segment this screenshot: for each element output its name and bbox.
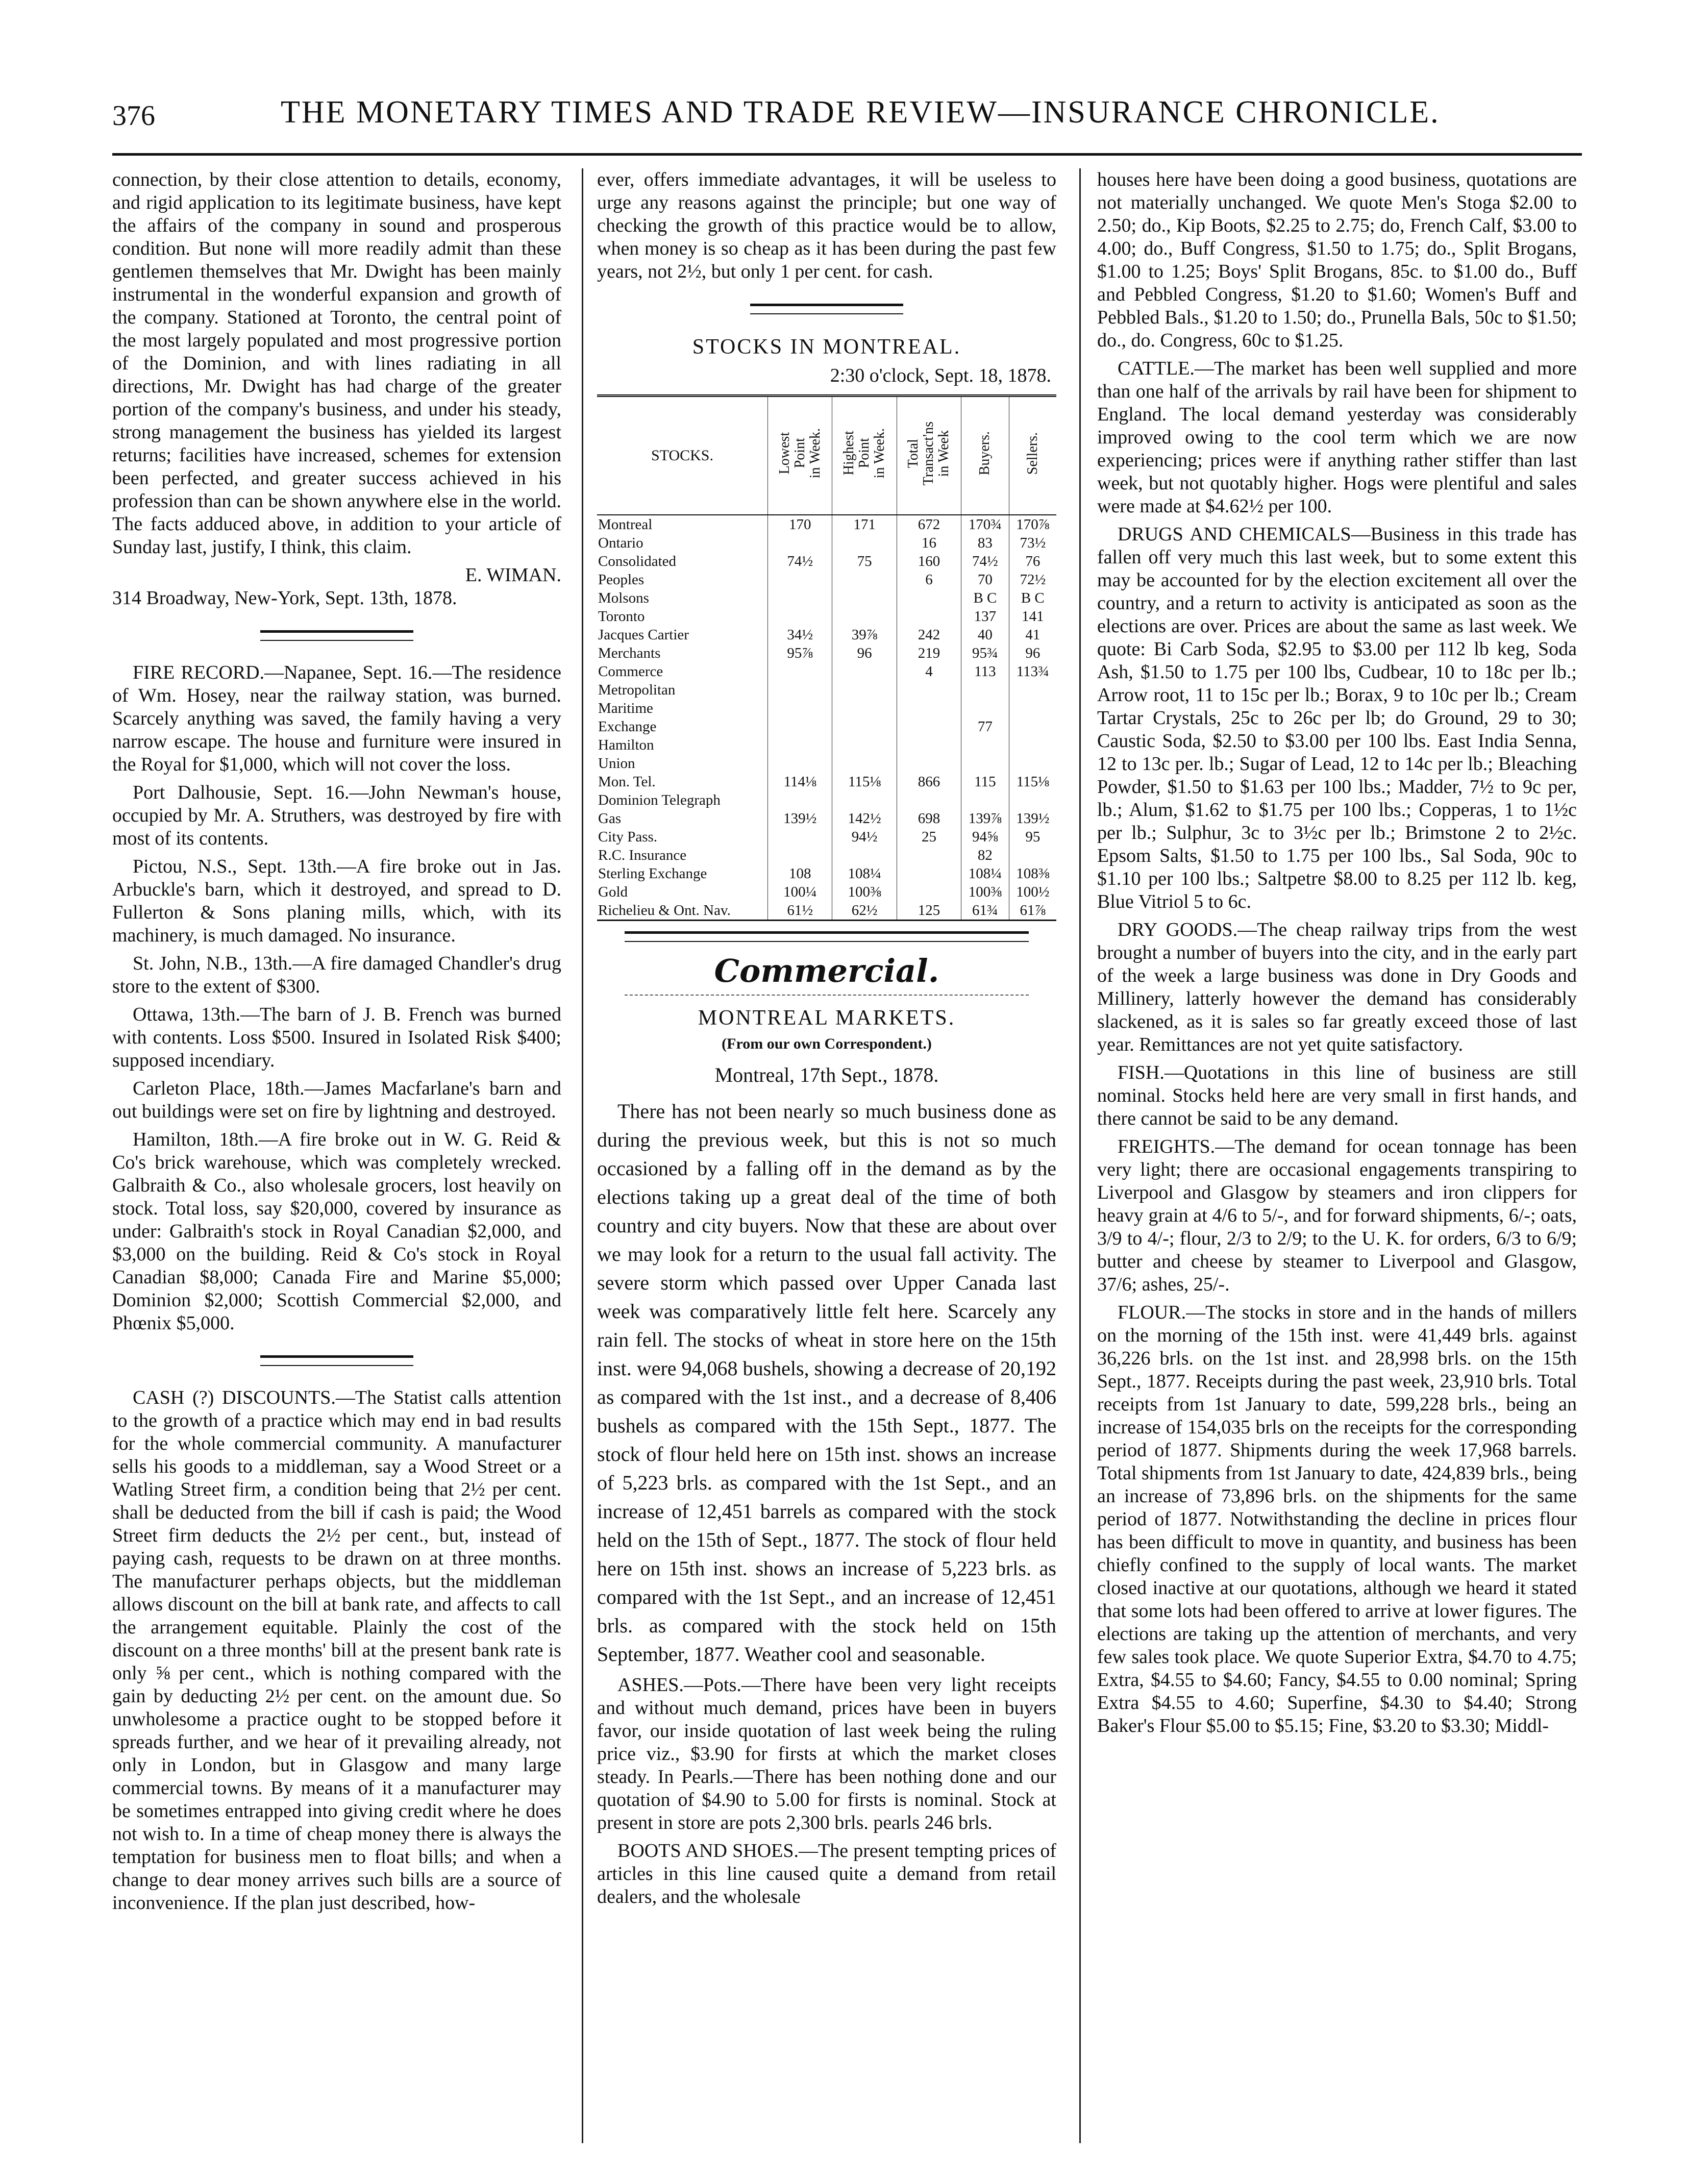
stock-value-cell	[832, 589, 897, 607]
stock-name-cell: Sterling Exchange	[598, 865, 707, 882]
stock-value-cell: 866	[897, 773, 961, 791]
ashes-paragraph: ASHES.—Pots.—There have been very light receipts and without much demand, prices have been in buyers favor, our inside quotation of last week being the ruling price viz., $3.90 for firsts at which the market closes steady. In Pearls.—There has been nothing done and our quotation of $4.90 to 5.00 for firsts is nominal. Stock at present in store are pots 2,300 brls. pearls 246 brls.	[597, 1674, 1056, 1833]
wavy-rule	[625, 995, 1029, 996]
cattle-heading: CATTLE.	[1118, 358, 1195, 379]
stock-value-cell	[897, 589, 961, 607]
stock-value-cell: 76	[1009, 552, 1056, 570]
letter-address: 314 Broadway, New-York, Sept. 13th, 1878.	[112, 587, 457, 609]
stock-value-cell	[768, 607, 832, 626]
cash-discounts-heading: CASH (?) DISCOUNTS.	[133, 1387, 336, 1408]
cash-discounts-paragraph: CASH (?) DISCOUNTS.—The Statist calls attention to the growth of a practice which may end in bad results for the whole commercial community. A manufacturer sells his goods to a middleman, say a Wood Street or a Watling Street firm, a condition being that 2½ per cent. shall be deducted from the bill if cash is paid; the Wood Street firm deducts the 2½ per cent., but, instead of paying cash, requests to be drawn on at three months. The manufacturer perhaps objects, but the middleman allows discount on the bill at bank rate, and affects to call the arrangement equitable. Plainly the cost of the discount on a three months' bill at the present bank rate is only ⅝ per cent., which is nothing compared with the gain by deducting 2½ per cent. on the amount due. So unwholesome a practice ought to be stopped before it spreads further, and we hear of it prevailing already, not only in London, but in Glasgow and many large commercial towns. By means of it a manufacturer may be sometimes entrapped into giving credit where he does not wish to. In a time of cheap money there is always the temptation for business men to float bills; and when a change to dear money arrives such bills are a source of inconvenience. If the plan just described, how-	[112, 1387, 561, 1914]
table-row	[597, 883, 1056, 901]
stock-value-cell	[897, 883, 961, 901]
col-header-highest: Highest Point in Week.	[832, 396, 897, 515]
stock-value-cell	[961, 754, 1009, 773]
stock-value-cell: 95	[1009, 828, 1056, 846]
stock-value-cell: 114⅛	[768, 773, 832, 791]
col-header-total: Total Transact'ns in Week	[897, 396, 961, 515]
table-row	[597, 589, 1056, 607]
stock-value-cell	[768, 846, 832, 864]
section-separator	[625, 931, 1029, 942]
table-row	[597, 662, 1056, 681]
stock-value-cell: 61⅞	[1009, 901, 1056, 921]
stock-value-cell	[961, 681, 1009, 699]
markets-title: MONTREAL MARKETS.	[698, 1006, 956, 1030]
stock-value-cell: 100⅜	[832, 883, 897, 901]
stock-value-cell	[768, 754, 832, 773]
stock-value-cell: 698	[897, 809, 961, 828]
boots-heading: BOOTS AND SHOES.	[617, 1840, 799, 1862]
stocks-header-row	[597, 396, 1056, 515]
stock-value-cell: 115⅛	[832, 773, 897, 791]
stock-value-cell: 171	[832, 515, 897, 534]
stock-value-cell: 139⅞	[961, 809, 1009, 828]
stock-name-cell: Montreal	[598, 516, 653, 533]
stock-value-cell	[768, 791, 832, 809]
stock-name-cell: Richelieu & Ont. Nav.	[598, 902, 731, 919]
fire-item: St. John, N.B., 13th.—A fire damaged Chandler's drug store to the extent of $300.	[112, 953, 561, 997]
stock-value-cell: 39⅞	[832, 626, 897, 644]
boots-paragraph: BOOTS AND SHOES.—The present tempting prices of articles in this line caused quite a demand from retail dealers, and the wholesale	[597, 1840, 1056, 1907]
stock-value-cell: 142½	[832, 809, 897, 828]
stock-value-cell: 139½	[768, 809, 832, 828]
stock-value-cell: 125	[897, 901, 961, 921]
drugs-paragraph: DRUGS AND CHEMICALS—Business in this trade has fallen off very much this last week, but to some extent this may be accounted for by the election excitement all over the country, and a return to activity is anticipated as soon as the elections are over. Prices are about the same as last week. We quote: Bi Carb Soda, $2.95 to $3.00 per 112 lb keg, Soda Ash, $1.50 to 1.75 per 100 lbs, Cudbear, 10 to 18c per lb.; Arrow root, 11 to 15c per lb.; Borax, 9 to 10c per lb.; Cream Tartar Crystals, 25c to 26c per lb; do Ground, 29 to 30; Caustic Soda, $2.50 to $3.00 per 100 lbs. East India Senna, 12 to 13c per. lb.; Sugar of Lead, 12 to 14c per lb.; Bleaching Powder, $1.50 to $1.63 per 100 lbs.; Madder, 7½ to 9c per, lb.; Alum, $1.62 to $1.75 per 100 lbs.; Copperas, 1 to 1½c per lb.; Sulphur, 3c to 3½c per lb.; Brimstone 2 to 2½c. Epsom Salts, $1.50 to 1.75 per 100 lbs., Sal Soda, 90c to $1.10 per 100 lbs.; Saltpetre $8.00 to 8.25 per 112 lb. keg, Blue Vitriol 5 to 6c.	[1097, 524, 1577, 912]
fire-item: Ottawa, 13th.—The barn of J. B. French was burned with contents. Loss $500. Insured in Isolated Risk $400; supposed incendiary.	[112, 1004, 561, 1071]
stock-value-cell: 34½	[768, 626, 832, 644]
fire-record-paragraph: FIRE RECORD.—Napanee, Sept. 16.—The residence of Wm. Hosey, near the railway station, was burned. Scarcely anything was saved, the family having a very narrow escape. The house and furniture were insured in the Royal for $1,000, which will not cover the loss.	[112, 662, 561, 775]
stock-name-cell: Dominion Telegraph	[598, 792, 721, 808]
section-separator	[750, 304, 903, 314]
stocks-title: STOCKS IN MONTREAL.	[692, 335, 961, 359]
stock-value-cell	[768, 681, 832, 699]
stock-value-cell	[768, 534, 832, 552]
stock-value-cell	[832, 736, 897, 754]
stock-name-cell: R.C. Insurance	[598, 847, 687, 863]
stock-name-cell: Gas	[598, 810, 622, 827]
stock-value-cell: 242	[897, 626, 961, 644]
stock-value-cell: 95¾	[961, 644, 1009, 662]
stock-value-cell	[832, 699, 897, 717]
stock-value-cell: 139½	[1009, 809, 1056, 828]
stock-name-cell: City Pass.	[598, 829, 658, 845]
table-row	[597, 717, 1056, 736]
stock-value-cell: 95⅞	[768, 644, 832, 662]
fire-item: Port Dalhousie, Sept. 16.—John Newman's house, occupied by Mr. A. Struthers, was destroyed by fire with most of its contents.	[112, 782, 561, 849]
stock-name-cell: Ontario	[598, 535, 643, 551]
table-row	[597, 791, 1056, 809]
section-separator	[260, 630, 413, 641]
stock-value-cell	[768, 828, 832, 846]
stock-value-cell: 96	[1009, 644, 1056, 662]
stock-name-cell: Merchants	[598, 645, 661, 661]
stock-value-cell: 61¾	[961, 901, 1009, 921]
stock-name-cell: Union	[598, 755, 635, 772]
page-number: 376	[112, 100, 155, 132]
col-header-sellers: Sellers.	[1009, 396, 1056, 515]
stock-value-cell	[832, 846, 897, 864]
commercial-heading: Commercial.	[714, 952, 939, 989]
stock-value-cell	[897, 846, 961, 864]
stock-value-cell	[768, 717, 832, 736]
freights-paragraph: FREIGHTS.—The demand for ocean tonnage has been very light; there are occasional engagements transpiring to Liverpool and Glasgow by steamers and iron clippers for heavy grain at 4/6 to 5/-, and for forward shipments, 6/-; oats, 3/9 to 4/-; flour, 2/3 to 2/9; to the U. K. for orders, 6/3 to 6/9; butter and cheese by steamer to Liverpool and Glasgow, 37/6; ashes, 25/-.	[1097, 1136, 1577, 1295]
stock-name-cell: Peoples	[598, 572, 645, 588]
fire-item: Carleton Place, 18th.—James Macfarlane's barn and out buildings were set on fire by lightning and destroyed.	[112, 1078, 561, 1122]
stock-value-cell: 219	[897, 644, 961, 662]
table-row	[597, 534, 1056, 552]
stock-value-cell: 115	[961, 773, 1009, 791]
stock-name-cell: Consolidated	[598, 553, 677, 569]
stock-value-cell: 170	[768, 515, 832, 534]
stock-value-cell	[1009, 699, 1056, 717]
page-header	[112, 89, 1582, 145]
stock-value-cell: 100¼	[768, 883, 832, 901]
stock-value-cell: 16	[897, 534, 961, 552]
table-row	[597, 736, 1056, 754]
stock-value-cell	[832, 717, 897, 736]
fire-item: Hamilton, 18th.—A fire broke out in W. G. Reid & Co's brick warehouse, which was completely wrecked. Galbraith & Co., also wholesale grocers, lost heavily on stock. Total loss, say $20,000, covered by insurance as under: Galbraith's stock in Royal Canadian $2,000, and $3,000 on the building. Reid & Co's stock in Royal Canadian $8,000; Canada Fire and Marine $5,000; Dominion $2,000; Scottish Commercial $2,000, and Phœnix $5,000.	[112, 1129, 561, 1334]
stock-value-cell: 74½	[768, 552, 832, 570]
stock-value-cell: 96	[832, 644, 897, 662]
stock-value-cell	[768, 736, 832, 754]
boots-continued: houses here have been doing a good business, quotations are not materially unchanged. We quote Men's Stoga $2.00 to 2.50; do., Kip Boots, $2.25 to 2.75; do, French Calf, $3.00 to 4.00; do., Buff Congress, $1.50 to 1.75; do., Split Brogans, $1.00 to 1.25; Boys' Split Brogans, 85c. to $1.00 do., Buff and Pebbled Congress, $1.20 to $1.60; Women's Buff and Pebbled Bals., $1.20 to 1.50; do., Prunella Bals, 50c to $1.50; do., do. Congress, 60c to $1.25.	[1097, 169, 1577, 351]
stock-value-cell	[832, 607, 897, 626]
stock-value-cell	[897, 791, 961, 809]
col-header-stocks: STOCKS.	[597, 396, 768, 515]
stock-value-cell: 113	[961, 662, 1009, 681]
stock-value-cell: 170⅞	[1009, 515, 1056, 534]
table-row	[597, 552, 1056, 570]
stock-value-cell	[897, 736, 961, 754]
table-row	[597, 570, 1056, 589]
stock-value-cell: 40	[961, 626, 1009, 644]
table-row	[597, 626, 1056, 644]
stocks-table-body	[597, 515, 1056, 921]
stock-value-cell	[1009, 846, 1056, 864]
table-row	[597, 864, 1056, 883]
section-separator	[260, 1355, 413, 1366]
stock-value-cell: 170¾	[961, 515, 1009, 534]
stock-name-cell: Metropolitan	[598, 682, 676, 698]
stock-value-cell: 108¼	[961, 864, 1009, 883]
stock-value-cell: 108	[768, 864, 832, 883]
markets-date: Montreal, 17th Sept., 1878.	[714, 1063, 939, 1086]
stock-name-cell: Hamilton	[598, 737, 654, 753]
column-middle	[597, 168, 1056, 1914]
stock-value-cell: 25	[897, 828, 961, 846]
stock-value-cell	[1009, 754, 1056, 773]
stock-value-cell	[897, 864, 961, 883]
stock-name-cell: Maritime	[598, 700, 653, 716]
stock-value-cell	[768, 699, 832, 717]
stock-value-cell: 82	[961, 846, 1009, 864]
stock-value-cell	[1009, 681, 1056, 699]
cattle-paragraph: CATTLE.—The market has been well supplied and more than one half of the arrivals by rail have been for shipment to England. The local demand yesterday was considerably improved owing to the cool term which we are now experiencing; prices were if anything rather stiffer than last week, but not quotably higher. Hogs were plentiful and sales were made at $4.62½ per 100.	[1097, 358, 1577, 517]
letter-signature: E. WIMAN.	[465, 564, 561, 586]
freights-heading: FREIGHTS.	[1118, 1136, 1216, 1157]
cash-discounts-continued: ever, offers immediate advantages, it will be useless to urge any reasons against the principle; but one way of checking the growth of this practice would be to allow, when money is so cheap as it has been during the past few years, not 2½, but only 1 per cent. for cash.	[597, 169, 1056, 282]
stock-value-cell	[1009, 791, 1056, 809]
table-row	[597, 681, 1056, 699]
table-row	[597, 846, 1056, 864]
markets-paragraph: There has not been nearly so much business done as during the previous week, but this is not so much occasioned by a falling off in the demand as by the elections taking up a great deal of the time of both country and city buyers. Now that these are about over we may look for a return to the usual fall activity. The severe storm which passed over Upper Canada last week was comparatively little felt here. Scarcely any rain fell. The stocks of wheat in store here on the 15th inst. were 94,068 bushels, showing a decrease of 20,192 as compared with the 1st inst., and a decrease of 8,406 bushels as compared with the 15th Sept., 1877. The stock of flour held here on 15th inst. shows an increase of 5,223 brls. as compared with the 1st Sept., and an increase of 12,451 barrels as compared with the stock held on the 15th of Sept., 1877. The stock of flour held here on 15th inst. shows an increase of 5,223 brls. as compared with the 1st Sept., and an increase of 12,451 brls. as compared with the stock held on 15th September, 1877. Weather cool and seasonable.	[597, 1100, 1056, 1666]
stock-value-cell: B C	[961, 589, 1009, 607]
stock-value-cell: 94½	[832, 828, 897, 846]
stock-value-cell: 141	[1009, 607, 1056, 626]
flour-paragraph: FLOUR.—The stocks in store and in the hands of millers on the morning of the 15th inst. were 41,449 brls. against 36,226 brls. on the 1st inst. and 28,998 brls. on the 15th Sept., 1877. Receipts during the past week, 23,910 brls. Total receipts from 1st January to date, 599,228 brls., being an increase of 154,035 brls on the receipts for the corresponding period of 1877. Shipments during the week 17,968 barrels. Total shipments from 1st January to date, 424,839 brls., being an increase of 73,896 brls. on the shipments for the same period of 1877. Notwithstanding the decline in prices flour has been difficult to move in quantity, and business has been chiefly confined to the supply of local wants. The market closed inactive at our quotations, although we heard it stated that some lots had been offered to arrive at lower figures. The elections are taking up the attention of merchants, and very few sales took place. We quote Superior Extra, $4.70 to 4.75; Extra, $4.55 to $4.60; Fancy, $4.55 to 0.00 nominal; Spring Extra $4.55 to 4.60; Superfine, $4.30 to $4.40; Strong Baker's Flour $5.00 to $5.15; Fine, $3.20 to $3.30; Middl-	[1097, 1302, 1577, 1736]
fire-record-heading: FIRE RECORD.	[133, 662, 265, 683]
drygoods-paragraph: DRY GOODS.—The cheap railway trips from the west brought a number of buyers into the city, and in the early part of the week a large business was done in Dry Goods and Millinery, latterly however the demand has considerably slackened, as it is sales so far greatly exceed those of last year. Remittances are not yet quite satisfactory.	[1097, 919, 1577, 1055]
stock-value-cell: 100⅜	[961, 883, 1009, 901]
stock-name-cell: Exchange	[598, 718, 657, 735]
column-right	[1097, 168, 1577, 1743]
stock-value-cell	[832, 662, 897, 681]
stock-value-cell: 62½	[832, 901, 897, 921]
table-row	[597, 754, 1056, 773]
stock-value-cell: 41	[1009, 626, 1056, 644]
stock-value-cell: 73½	[1009, 534, 1056, 552]
stock-value-cell: 74½	[961, 552, 1009, 570]
stock-value-cell: 108¼	[832, 864, 897, 883]
stock-name-cell: Jacques Cartier	[598, 627, 689, 643]
stock-value-cell	[832, 681, 897, 699]
stock-value-cell	[768, 662, 832, 681]
stock-value-cell: 100½	[1009, 883, 1056, 901]
stock-name-cell: Toronto	[598, 608, 645, 625]
fish-heading: FISH.	[1118, 1062, 1164, 1083]
stock-name-cell: Commerce	[598, 663, 663, 680]
table-row	[597, 607, 1056, 626]
stock-value-cell	[897, 699, 961, 717]
stock-value-cell	[1009, 736, 1056, 754]
stocks-time: 2:30 o'clock, Sept. 18, 1878.	[830, 365, 1051, 386]
stock-value-cell: B C	[1009, 589, 1056, 607]
stock-value-cell	[768, 570, 832, 589]
stock-name-cell: Gold	[598, 884, 628, 900]
stock-value-cell: 83	[961, 534, 1009, 552]
column-divider-1	[582, 168, 583, 2143]
stock-value-cell: 108⅜	[1009, 864, 1056, 883]
stock-value-cell: 70	[961, 570, 1009, 589]
stock-value-cell	[897, 607, 961, 626]
stock-value-cell	[832, 534, 897, 552]
stock-value-cell	[897, 717, 961, 736]
drygoods-heading: DRY GOODS.	[1118, 919, 1238, 940]
stock-value-cell	[1009, 717, 1056, 736]
stock-value-cell	[832, 754, 897, 773]
table-row	[597, 828, 1056, 846]
stock-value-cell: 160	[897, 552, 961, 570]
stock-value-cell: 94⅝	[961, 828, 1009, 846]
stock-value-cell: 72½	[1009, 570, 1056, 589]
column-divider-2	[1079, 168, 1081, 2143]
stock-value-cell: 137	[961, 607, 1009, 626]
table-row	[597, 773, 1056, 791]
table-row	[597, 901, 1056, 921]
stock-value-cell: 6	[897, 570, 961, 589]
col-header-lowest: Lowest Point in Week.	[768, 396, 832, 515]
stock-value-cell	[768, 589, 832, 607]
stock-value-cell	[961, 791, 1009, 809]
table-row	[597, 644, 1056, 662]
drugs-heading: DRUGS AND CHEMICALS	[1118, 524, 1351, 545]
correspondent-note: (From our own Correspondent.)	[722, 1035, 932, 1052]
stock-value-cell: 113¾	[1009, 662, 1056, 681]
stock-value-cell: 672	[897, 515, 961, 534]
table-row	[597, 515, 1056, 534]
running-title: THE MONETARY TIMES AND TRADE REVIEW—INSURANCE CHRONICLE.	[281, 95, 1440, 130]
stock-value-cell	[897, 681, 961, 699]
stock-value-cell: 75	[832, 552, 897, 570]
stock-value-cell: 4	[897, 662, 961, 681]
table-row	[597, 809, 1056, 828]
column-left	[112, 168, 561, 1920]
letter-paragraph: connection, by their close attention to details, economy, and rigid application to its legitimate business, have kept the affairs of the company in sound and prosperous condition. But none will more readily admit than these gentlemen themselves that Mr. Dwight has been mainly instrumental in the wonderful expansion and growth of the company. Stationed at Toronto, the central point of the most largely populated and most progressive portion of the Dominion, and with lines radiating in all directions, Mr. Dwight has had charge of the greater portion of the company's business, and under his steady, strong management the business has yielded its largest returns; facilities have increased, schemes for extension been perfected, and greater success achieved in his profession than can be shown anywhere else in the world. The facts adduced above, in addition to your article of Sunday last, justify, I think, this claim.	[112, 169, 561, 558]
col-header-buyers: Buyers.	[961, 396, 1009, 515]
stock-value-cell	[961, 736, 1009, 754]
stock-value-cell	[961, 699, 1009, 717]
fish-paragraph: FISH.—Quotations in this line of business are still nominal. Stocks held here are very small in first hands, and there cannot be said to be any demand.	[1097, 1062, 1577, 1129]
ashes-heading: ASHES.	[617, 1674, 684, 1696]
flour-heading: FLOUR.	[1118, 1302, 1186, 1323]
table-row	[597, 699, 1056, 717]
stock-value-cell: 115⅛	[1009, 773, 1056, 791]
stock-value-cell	[832, 791, 897, 809]
stocks-table	[597, 394, 1056, 921]
fire-item: Pictou, N.S., Sept. 13th.—A fire broke out in Jas. Arbuckle's barn, which it destroyed, and spread to D. Fullerton & Sons planing mills, which, with its machinery, is much damaged. No insurance.	[112, 856, 561, 946]
stock-name-cell: Molsons	[598, 590, 649, 606]
stock-value-cell: 61½	[768, 901, 832, 921]
header-rule	[112, 153, 1582, 156]
stock-value-cell	[832, 570, 897, 589]
stock-name-cell: Mon. Tel.	[598, 774, 656, 790]
stock-value-cell: 77	[961, 717, 1009, 736]
stock-value-cell	[897, 754, 961, 773]
